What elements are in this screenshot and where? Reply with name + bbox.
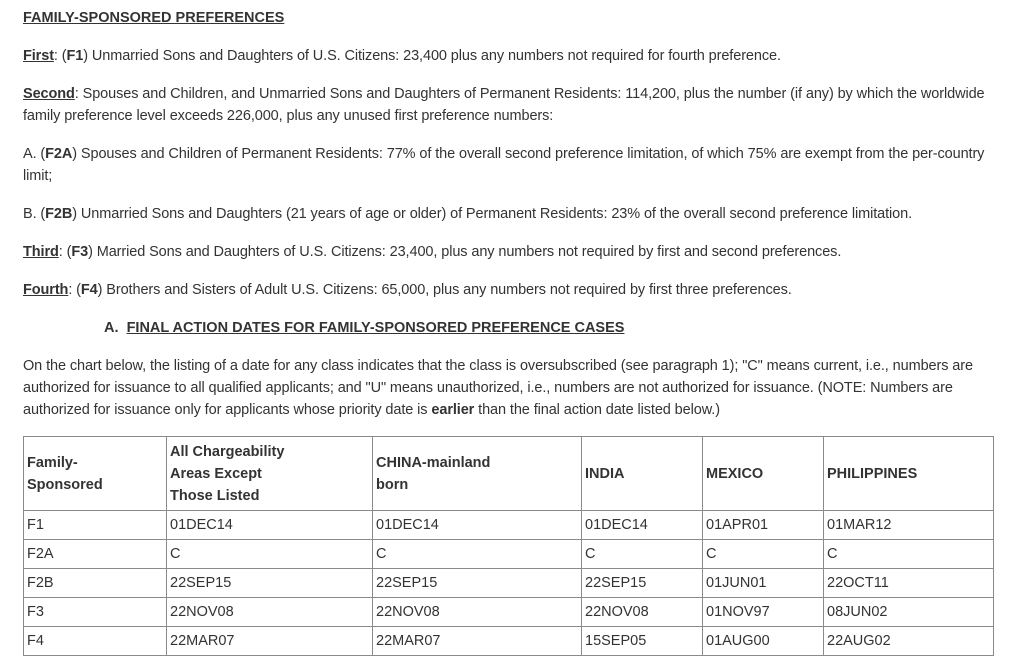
cell-china: 22MAR07 <box>373 627 582 656</box>
cell-china: C <box>373 540 582 569</box>
cell-philippines: 01MAR12 <box>824 511 994 540</box>
cell-all-chargeability: 22NOV08 <box>167 598 373 627</box>
third-code: F3 <box>71 244 89 260</box>
cell-mexico: 01APR01 <box>703 511 824 540</box>
subheading-prefix: A. <box>104 320 127 336</box>
cell-philippines: C <box>824 540 994 569</box>
fourth-text: ) Brothers and Sisters of Adult U.S. Citizens: 65,000, plus any numbers not required by first three preferences. <box>97 282 792 298</box>
subheading-title: FINAL ACTION DATES FOR FAMILY-SPONSORED PREFERENCE CASES <box>126 320 625 336</box>
row-category: F1 <box>24 511 167 540</box>
first-text: ) Unmarried Sons and Daughters of U.S. Citizens: 23,400 plus any numbers not required for fourth preference. <box>83 48 781 64</box>
cell-india: 15SEP05 <box>582 627 703 656</box>
first-preference-paragraph <box>23 45 993 67</box>
cell-all-chargeability: 22MAR07 <box>167 627 373 656</box>
cell-all-chargeability: C <box>167 540 373 569</box>
cell-india: 22SEP15 <box>582 569 703 598</box>
table-row <box>24 598 994 627</box>
f2a-code: F2A <box>45 146 73 162</box>
cell-china: 22NOV08 <box>373 598 582 627</box>
row-category: F2B <box>24 569 167 598</box>
cell-india: 01DEC14 <box>582 511 703 540</box>
second-text: : Spouses and Children, and Unmarried Sons and Daughters of Permanent Residents: 114,200, plus the number (if any) by which the worldwide family preference level exceeds 226,000, plus any unused first preference numbers: <box>23 86 985 124</box>
row-category: F4 <box>24 627 167 656</box>
cell-china: 22SEP15 <box>373 569 582 598</box>
cell-china: 01DEC14 <box>373 511 582 540</box>
table-header-row <box>24 437 994 511</box>
table-row <box>24 540 994 569</box>
first-label: First <box>23 48 54 64</box>
f2a-prefix: A. ( <box>23 146 46 162</box>
cell-philippines: 08JUN02 <box>824 598 994 627</box>
f2b-text: ) Unmarried Sons and Daughters (21 years of age or older) of Permanent Residents: 23% of the overall second preference limitation. <box>72 206 912 222</box>
chart-note-emphasis: earlier <box>431 402 475 418</box>
header-philippines: PHILIPPINES <box>824 437 994 511</box>
row-category: F2A <box>24 540 167 569</box>
second-preference-paragraph <box>23 83 993 127</box>
table-row <box>24 627 994 656</box>
third-preference-paragraph <box>23 241 993 263</box>
first-separator: : ( <box>53 48 67 64</box>
cell-india: C <box>582 540 703 569</box>
fourth-separator: : ( <box>68 282 81 298</box>
final-action-dates-table <box>23 436 994 656</box>
f2b-paragraph <box>23 203 993 225</box>
section-heading: FAMILY-SPONSORED PREFERENCES <box>23 10 285 26</box>
cell-mexico: 01JUN01 <box>703 569 824 598</box>
fourth-label: Fourth <box>23 282 69 298</box>
cell-all-chargeability: 01DEC14 <box>167 511 373 540</box>
chart-note-after: than the final action date listed below.) <box>474 402 720 418</box>
third-label: Third <box>23 244 59 260</box>
cell-philippines: 22OCT11 <box>824 569 994 598</box>
f2a-paragraph <box>23 143 993 187</box>
fourth-code: F4 <box>80 282 98 298</box>
chart-note-paragraph <box>23 355 993 421</box>
second-label: Second <box>23 86 75 102</box>
table-row <box>24 511 994 540</box>
first-code: F1 <box>66 48 84 64</box>
chart-note-before: On the chart below, the listing of a date for any class indicates that the class is oversubscribed (see paragraph 1); "C" means current, i.e., numbers are authorized for issuance to all qualified applicants; and "U" means unauthorized, i.e., numbers are not authorized for issuance. (NOTE: Numbers are authorized for issuance only for applicants whose priority date is <box>23 358 973 418</box>
header-india: INDIA <box>582 437 703 511</box>
cell-all-chargeability: 22SEP15 <box>167 569 373 598</box>
third-text: ) Married Sons and Daughters of U.S. Citizens: 23,400, plus any numbers not required by first and second preferences. <box>88 244 842 260</box>
header-all-chargeability: All Chargeability Areas Except Those Listed <box>167 437 373 511</box>
cell-mexico: 01NOV97 <box>703 598 824 627</box>
fourth-preference-paragraph <box>23 279 993 301</box>
f2b-code: F2B <box>45 206 73 222</box>
final-action-dates-heading <box>104 317 624 339</box>
f2b-prefix: B. ( <box>23 206 46 222</box>
cell-mexico: 01AUG00 <box>703 627 824 656</box>
third-separator: : ( <box>58 244 72 260</box>
header-family-sponsored: Family- Sponsored <box>24 437 167 511</box>
header-china: CHINA-mainland born <box>373 437 582 511</box>
f2a-text: ) Spouses and Children of Permanent Residents: 77% of the overall second preference limitation, of which 75% are exempt from the per-country limit; <box>23 146 985 184</box>
table-row <box>24 569 994 598</box>
cell-india: 22NOV08 <box>582 598 703 627</box>
cell-philippines: 22AUG02 <box>824 627 994 656</box>
cell-mexico: C <box>703 540 824 569</box>
row-category: F3 <box>24 598 167 627</box>
header-mexico: MEXICO <box>703 437 824 511</box>
